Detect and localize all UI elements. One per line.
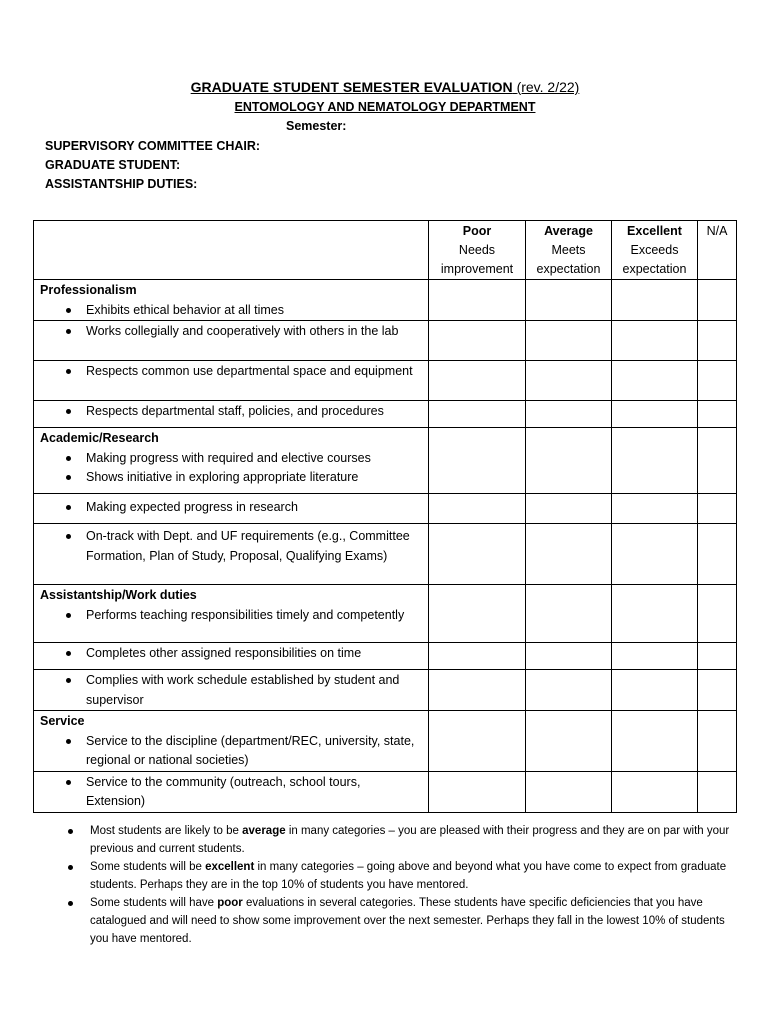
rating-cell-excellent[interactable] xyxy=(612,494,698,524)
guidance-notes xyxy=(60,822,730,948)
table-row xyxy=(34,585,737,643)
column-average-line2: Meets xyxy=(551,243,586,257)
rating-cell-na[interactable] xyxy=(698,321,737,361)
graduate-student-label: GRADUATE STUDENT: xyxy=(45,158,181,172)
note-average xyxy=(60,822,730,858)
row-label xyxy=(34,494,429,524)
note-text: in many categories – you are pleased with their progress and they are on par with your previous and current students. xyxy=(90,825,730,855)
note-text: Some students will have xyxy=(90,897,218,909)
rating-cell-poor[interactable] xyxy=(429,401,526,428)
rating-cell-poor[interactable] xyxy=(429,711,526,772)
rating-cell-na[interactable] xyxy=(698,280,737,321)
rating-cell-average[interactable] xyxy=(526,428,612,494)
note-keyword: average xyxy=(242,825,286,837)
note-text: in many categories – going above and beyond what you have come to expect from graduate students. Perhaps they are in the top 10% of students you have mentored. xyxy=(90,861,727,891)
row-label xyxy=(34,428,429,494)
rating-cell-excellent[interactable] xyxy=(612,280,698,321)
row-label xyxy=(34,711,429,772)
category-service: Service xyxy=(40,714,85,728)
note-text: Some students will be xyxy=(90,861,206,873)
criterion-item: Making expected progress in research xyxy=(40,498,422,518)
evaluation-table xyxy=(33,220,737,813)
column-excellent-line2: Exceeds xyxy=(630,243,679,257)
rating-cell-na[interactable] xyxy=(698,524,737,585)
rating-cell-excellent[interactable] xyxy=(612,711,698,772)
rating-cell-poor[interactable] xyxy=(429,361,526,401)
column-excellent xyxy=(612,221,698,280)
column-average xyxy=(526,221,612,280)
rating-cell-poor[interactable] xyxy=(429,670,526,711)
column-excellent-title: Excellent xyxy=(627,224,682,238)
rating-cell-excellent[interactable] xyxy=(612,401,698,428)
form-title xyxy=(0,79,770,95)
rating-cell-average[interactable] xyxy=(526,280,612,321)
criterion-item: Performs teaching responsibilities timely and competently xyxy=(40,606,422,626)
table-header-row xyxy=(34,221,737,280)
column-poor-title: Poor xyxy=(462,224,492,238)
table-row xyxy=(34,280,737,321)
table-row xyxy=(34,643,737,670)
row-label xyxy=(34,771,429,812)
criterion-item: Works collegially and cooperatively with others in the lab xyxy=(40,322,422,342)
row-label xyxy=(34,524,429,585)
category-academic-research: Academic/Research xyxy=(40,431,159,445)
rating-cell-na[interactable] xyxy=(698,771,737,812)
rating-cell-poor[interactable] xyxy=(429,585,526,643)
rating-cell-poor[interactable] xyxy=(429,771,526,812)
rating-cell-excellent[interactable] xyxy=(612,428,698,494)
note-text: evaluations in several categories. These students have specific deficiencies that you have catalogued and will need to show some improvement over the next semester. Perhaps they fall in the lowest 10% of students you have mentored. xyxy=(90,897,725,945)
form-title-text: GRADUATE STUDENT SEMESTER EVALUATION xyxy=(190,79,513,95)
rating-cell-average[interactable] xyxy=(526,643,612,670)
rating-cell-excellent[interactable] xyxy=(612,670,698,711)
rating-cell-average[interactable] xyxy=(526,494,612,524)
note-keyword: excellent xyxy=(205,861,255,873)
rating-cell-excellent[interactable] xyxy=(612,321,698,361)
rating-cell-na[interactable] xyxy=(698,428,737,494)
category-professionalism: Professionalism xyxy=(40,283,137,297)
criterion-item: Complies with work schedule established by student and supervisor xyxy=(40,671,422,710)
criterion-item: Service to the community (outreach, school tours, Extension) xyxy=(40,773,422,812)
rating-cell-na[interactable] xyxy=(698,711,737,772)
rating-cell-na[interactable] xyxy=(698,361,737,401)
rating-cell-na[interactable] xyxy=(698,585,737,643)
row-label xyxy=(34,585,429,643)
note-poor xyxy=(60,894,730,948)
rating-cell-excellent[interactable] xyxy=(612,361,698,401)
rating-cell-poor[interactable] xyxy=(429,643,526,670)
table-row xyxy=(34,428,737,494)
criterion-item: Respects departmental staff, policies, and procedures xyxy=(40,402,422,422)
note-keyword: poor xyxy=(217,897,243,909)
column-poor-line2: Needs xyxy=(458,243,496,257)
assistantship-duties-label: ASSISTANTSHIP DUTIES: xyxy=(45,177,198,191)
rating-cell-average[interactable] xyxy=(526,670,612,711)
note-excellent xyxy=(60,858,730,894)
rating-cell-poor[interactable] xyxy=(429,524,526,585)
rating-cell-na[interactable] xyxy=(698,401,737,428)
criterion-item: Shows initiative in exploring appropriate literature xyxy=(40,468,422,488)
criterion-item: Completes other assigned responsibilities on time xyxy=(40,644,422,664)
table-row xyxy=(34,494,737,524)
department-heading: ENTOMOLOGY AND NEMATOLOGY DEPARTMENT xyxy=(234,100,536,114)
committee-chair-label: SUPERVISORY COMMITTEE CHAIR: xyxy=(45,139,261,153)
blank-header-cell xyxy=(34,221,429,280)
column-average-line3: expectation xyxy=(536,262,601,276)
column-poor-line3: improvement xyxy=(440,262,514,276)
column-poor xyxy=(429,221,526,280)
criterion-item: Exhibits ethical behavior at all times xyxy=(40,301,422,321)
table-row xyxy=(34,361,737,401)
rating-cell-na[interactable] xyxy=(698,670,737,711)
table-row xyxy=(34,670,737,711)
table-row xyxy=(34,711,737,772)
rating-cell-na[interactable] xyxy=(698,643,737,670)
rating-cell-poor[interactable] xyxy=(429,428,526,494)
rating-cell-poor[interactable] xyxy=(429,321,526,361)
rating-cell-average[interactable] xyxy=(526,401,612,428)
revision-label: (rev. 2/22) xyxy=(516,79,580,95)
note-text: Most students are likely to be xyxy=(90,825,243,837)
criterion-item: Respects common use departmental space and equipment xyxy=(40,362,422,382)
table-row xyxy=(34,524,737,585)
column-na-title: N/A xyxy=(706,224,728,238)
rating-cell-average[interactable] xyxy=(526,771,612,812)
rating-cell-poor[interactable] xyxy=(429,494,526,524)
column-excellent-line3: expectation xyxy=(622,262,687,276)
rating-cell-average[interactable] xyxy=(526,361,612,401)
column-average-title: Average xyxy=(544,224,593,238)
row-label xyxy=(34,321,429,361)
row-label xyxy=(34,361,429,401)
rating-cell-excellent[interactable] xyxy=(612,643,698,670)
rating-cell-na[interactable] xyxy=(698,494,737,524)
rating-cell-excellent[interactable] xyxy=(612,524,698,585)
table-row xyxy=(34,771,737,812)
row-label xyxy=(34,670,429,711)
row-label xyxy=(34,401,429,428)
column-na xyxy=(698,221,737,280)
criterion-item: On-track with Dept. and UF requirements (e.g., Committee Formation, Plan of Study, Proposal, Qualifying Exams) xyxy=(40,527,422,566)
row-label xyxy=(34,280,429,321)
criterion-item: Service to the discipline (department/REC, university, state, regional or national societies) xyxy=(40,732,422,771)
criterion-item: Making progress with required and elective courses xyxy=(40,449,422,469)
rating-cell-excellent[interactable] xyxy=(612,585,698,643)
rating-cell-average[interactable] xyxy=(526,711,612,772)
table-row xyxy=(34,321,737,361)
rating-cell-average[interactable] xyxy=(526,585,612,643)
rating-cell-average[interactable] xyxy=(526,321,612,361)
table-row xyxy=(34,401,737,428)
rating-cell-average[interactable] xyxy=(526,524,612,585)
category-assistantship: Assistantship/Work duties xyxy=(40,588,197,602)
rating-cell-poor[interactable] xyxy=(429,280,526,321)
row-label xyxy=(34,643,429,670)
rating-cell-excellent[interactable] xyxy=(612,771,698,812)
semester-label: Semester: xyxy=(286,119,347,133)
